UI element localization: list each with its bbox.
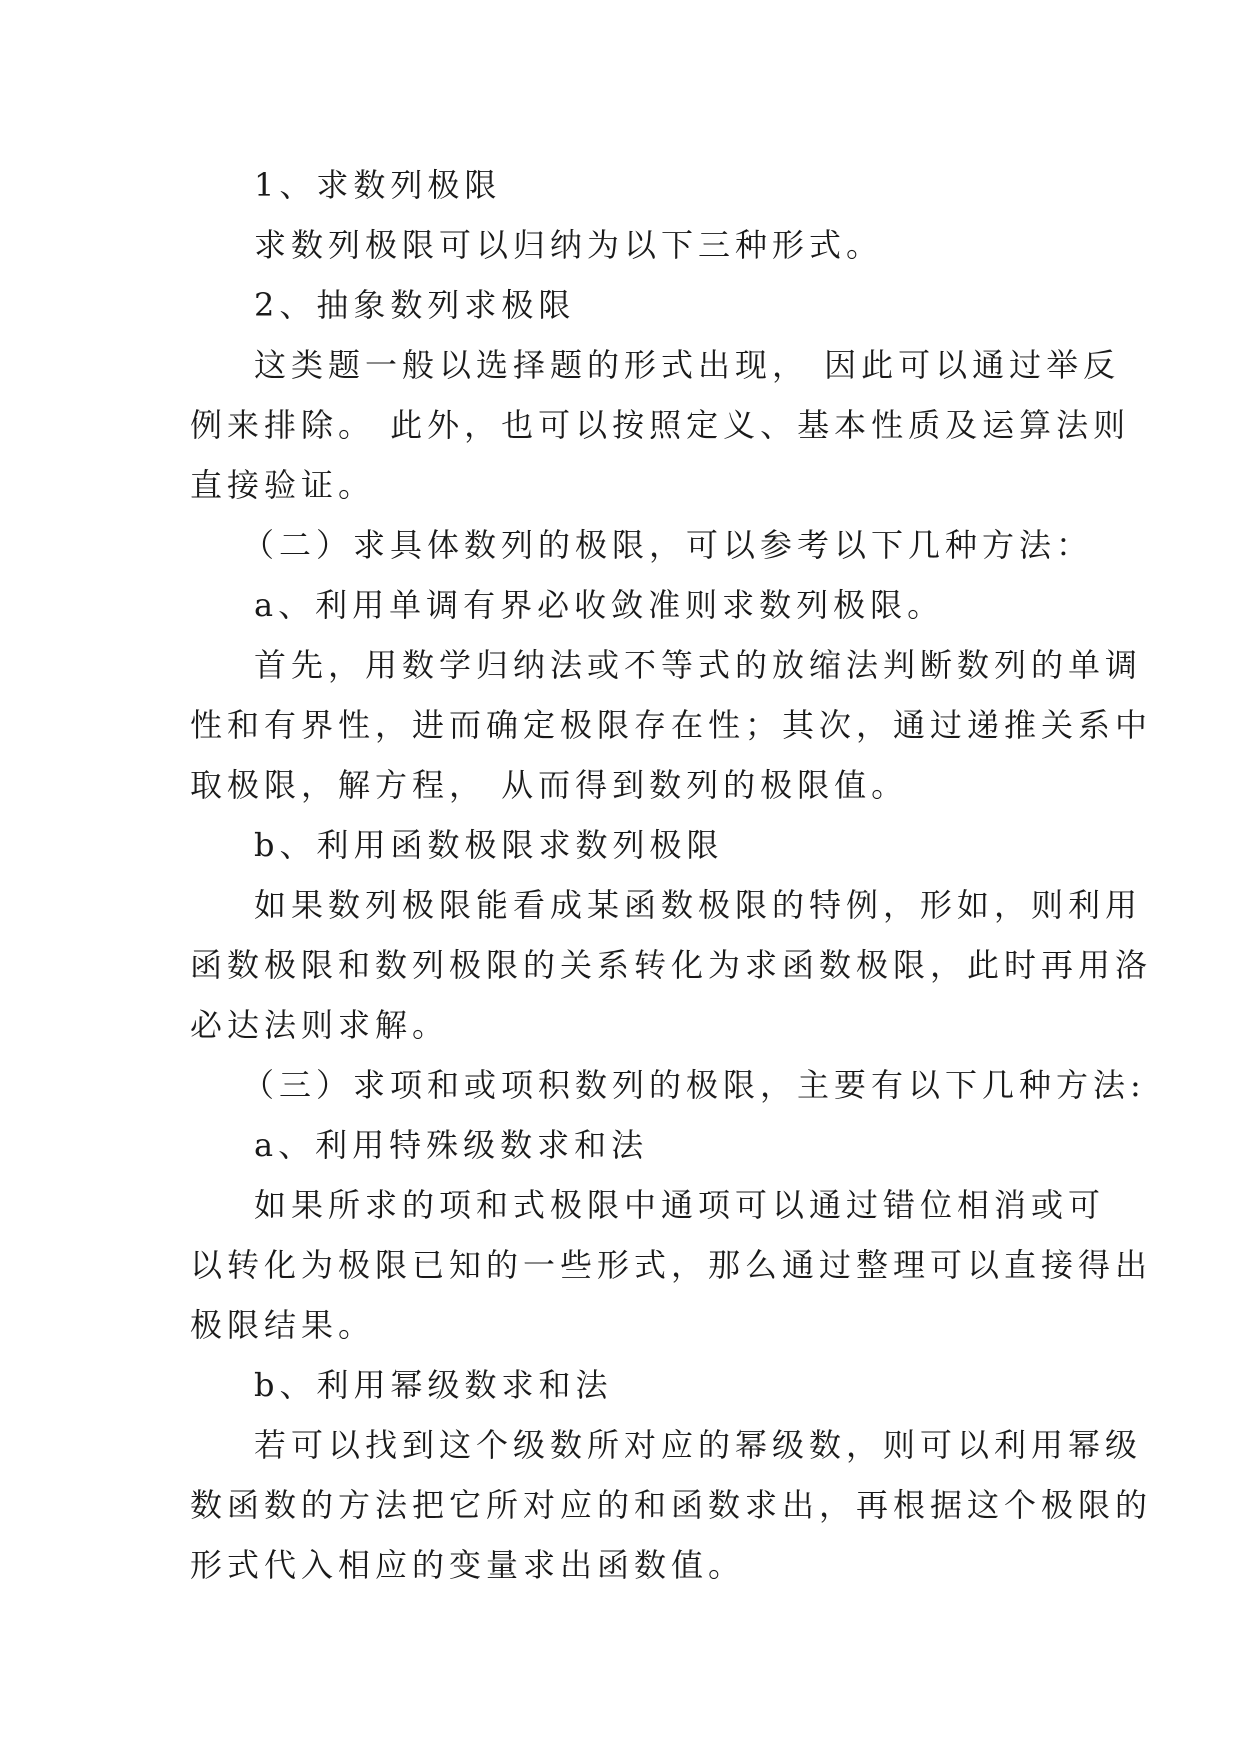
paragraph-line: 形式代入相应的变量求出函数值。 <box>190 1546 746 1584</box>
paragraph-line: 如果数列极限能看成某函数极限的特例，形如，则利用 <box>254 886 1143 924</box>
paragraph-line: 若可以找到这个级数所对应的幂级数，则可以利用幂级 <box>254 1426 1143 1464</box>
paragraph-line: 数函数的方法把它所对应的和函数求出，再根据这个极限的 <box>190 1486 1153 1524</box>
section-heading-paren-2: （二）求具体数列的极限，可以参考以下几种方法： <box>242 526 1094 564</box>
section-heading-paren-3: （三）求项和或项积数列的极限，主要有以下几种方法: <box>242 1066 1146 1104</box>
paragraph-line: 这类题一般以选择题的形式出现， 因此可以通过举反 <box>254 346 1121 384</box>
section-heading-2: 2、抽象数列求极限 <box>254 286 576 324</box>
document-body <box>190 155 1153 1595</box>
subheading-b: b、利用函数极限求数列极限 <box>254 826 724 864</box>
subheading-a: a、利用特殊级数求和法 <box>254 1126 649 1164</box>
subheading-a: a、利用单调有界必收敛准则求数列极限。 <box>254 586 945 624</box>
paragraph-line: 首先，用数学归纳法或不等式的放缩法判断数列的单调 <box>254 646 1143 684</box>
paragraph-line: 直接验证。 <box>190 466 376 504</box>
paragraph-line: 如果所求的项和式极限中通项可以通过错位相消或可 <box>254 1186 1106 1224</box>
paragraph-line: 例来排除。 此外，也可以按照定义、基本性质及运算法则 <box>190 406 1131 444</box>
paragraph-line: 以转化为极限已知的一些形式，那么通过整理可以直接得出 <box>190 1246 1153 1284</box>
paragraph-line: 函数极限和数列极限的关系转化为求函数极限，此时再用洛 <box>190 946 1153 984</box>
paragraph-line: 性和有界性，进而确定极限存在性；其次，通过递推关系中 <box>190 706 1153 744</box>
paragraph-line: 极限结果。 <box>190 1306 376 1344</box>
section-heading-1: 1、求数列极限 <box>254 166 502 204</box>
paragraph-line: 必达法则求解。 <box>190 1006 450 1044</box>
subheading-b: b、利用幂级数求和法 <box>254 1366 613 1404</box>
paragraph-line: 取极限，解方程， 从而得到数列的极限值。 <box>190 766 909 804</box>
paragraph-line: 求数列极限可以归纳为以下三种形式。 <box>254 226 884 264</box>
